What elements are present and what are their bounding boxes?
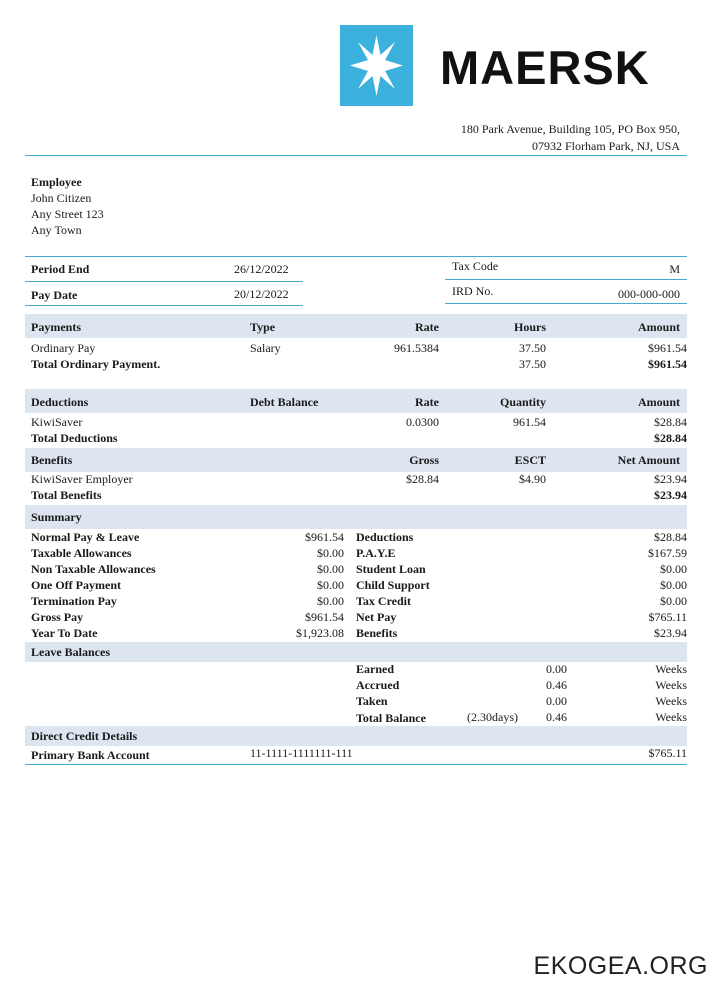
deduction-name: KiwiSaver (31, 415, 83, 429)
benefits-total-amount: $23.94 (654, 488, 687, 502)
summary-header-band (25, 505, 687, 529)
summary-label: Deductions (356, 530, 414, 544)
summary-value: $0.00 (317, 594, 344, 608)
benefits-total-label: Total Benefits (31, 488, 102, 502)
deductions-amount-header: Amount (637, 395, 680, 409)
header-divider (25, 155, 687, 156)
tax-code-value: M (669, 262, 680, 276)
deductions-debt-header: Debt Balance (250, 395, 319, 409)
leave-value: 0.00 (546, 662, 567, 676)
leave-unit: Weeks (655, 678, 687, 692)
summary-value: $0.00 (317, 546, 344, 560)
watermark: EKOGEA.ORG (533, 952, 708, 980)
summary-value: $23.94 (654, 626, 687, 640)
leave-value: 0.46 (546, 710, 567, 724)
benefit-esct: $4.90 (519, 472, 546, 486)
ird-bottom-line (445, 303, 687, 304)
ird-label: IRD No. (452, 284, 494, 298)
leave-unit: Weeks (655, 694, 687, 708)
deductions-header-band (25, 389, 687, 413)
leave-header-band (25, 642, 687, 662)
payments-rate-header: Rate (415, 320, 439, 334)
employee-town: Any Town (31, 223, 82, 237)
benefit-gross: $28.84 (406, 472, 439, 486)
deductions-rate-header: Rate (415, 395, 439, 409)
summary-label: Taxable Allowances (31, 546, 132, 560)
benefits-gross-header: Gross (409, 453, 439, 467)
payments-header: Payments (31, 320, 81, 334)
tax-mid-line (445, 279, 687, 280)
payment-hours: 37.50 (519, 341, 546, 355)
benefits-esct-header: ESCT (514, 453, 546, 467)
leave-label: Taken (356, 694, 388, 708)
summary-label: Benefits (356, 626, 398, 640)
direct-credit-header: Direct Credit Details (31, 729, 138, 743)
summary-value: $167.59 (648, 546, 687, 560)
leave-value: 0.46 (546, 678, 567, 692)
period-top-line (25, 256, 687, 257)
payment-name: Ordinary Pay (31, 341, 96, 355)
leave-unit: Weeks (655, 662, 687, 676)
payments-total-amount: $961.54 (648, 357, 687, 371)
summary-header: Summary (31, 510, 82, 524)
summary-label: Termination Pay (31, 594, 117, 608)
company-name: MAERSK (440, 41, 650, 94)
employee-name: John Citizen (31, 191, 92, 205)
bank-account-number: 11-1111-1111111-111 (250, 746, 353, 760)
benefits-header-band (25, 448, 687, 472)
summary-value: $0.00 (660, 578, 687, 592)
summary-value: $0.00 (660, 594, 687, 608)
deductions-header: Deductions (31, 395, 89, 409)
summary-label: Student Loan (356, 562, 426, 576)
leave-label: Accrued (356, 678, 400, 692)
summary-value: $0.00 (317, 578, 344, 592)
address-line-2: 07932 Florham Park, NJ, USA (531, 139, 680, 153)
summary-label: Tax Credit (356, 594, 412, 608)
pay-date-value: 20/12/2022 (234, 287, 289, 301)
summary-label: One Off Payment (31, 578, 121, 592)
summary-label: Year To Date (31, 626, 98, 640)
deduction-amount: $28.84 (654, 415, 687, 429)
period-end-label: Period End (31, 262, 90, 276)
benefits-header: Benefits (31, 453, 73, 467)
benefits-net-header: Net Amount (617, 453, 680, 467)
payments-amount-header: Amount (637, 320, 680, 334)
payment-amount: $961.54 (648, 341, 687, 355)
summary-label: Net Pay (356, 610, 397, 624)
payments-header-band (25, 314, 687, 338)
summary-label: Non Taxable Allowances (31, 562, 156, 576)
ird-value: 000-000-000 (618, 287, 680, 301)
payment-rate: 961.5384 (394, 341, 439, 355)
benefit-net: $23.94 (654, 472, 687, 486)
benefit-name: KiwiSaver Employer (31, 472, 133, 486)
deductions-total-label: Total Deductions (31, 431, 118, 445)
period-end-value: 26/12/2022 (234, 262, 289, 276)
payments-total-hours: 37.50 (519, 357, 546, 371)
leave-header: Leave Balances (31, 645, 110, 659)
pay-date-label: Pay Date (31, 288, 78, 302)
employee-street: Any Street 123 (31, 207, 104, 221)
leave-label: Earned (356, 662, 395, 676)
summary-value: $0.00 (317, 562, 344, 576)
deduction-rate: 0.0300 (406, 415, 439, 429)
employee-block (31, 174, 104, 238)
leave-label: Total Balance (356, 711, 426, 725)
summary-value: $961.54 (305, 530, 344, 544)
summary-value: $0.00 (660, 562, 687, 576)
period-bottom-line (25, 305, 303, 306)
summary-label: Normal Pay & Leave (31, 530, 140, 544)
summary-label: Child Support (356, 578, 430, 592)
summary-value: $1,923.08 (296, 626, 344, 640)
payments-hours-header: Hours (513, 320, 546, 334)
leave-value: 0.00 (546, 694, 567, 708)
company-logo (340, 25, 413, 106)
summary-label: Gross Pay (31, 610, 84, 624)
summary-value: $961.54 (305, 610, 344, 624)
star-icon (340, 25, 413, 106)
payments-type-header: Type (250, 320, 276, 334)
footer-divider (25, 764, 687, 765)
deductions-quantity-header: Quantity (499, 395, 546, 409)
summary-label: P.A.Y.E (356, 546, 396, 560)
payments-total-label: Total Ordinary Payment. (31, 357, 161, 371)
leave-note: (2.30days) (467, 710, 518, 724)
employee-heading: Employee (31, 175, 82, 189)
summary-value: $765.11 (648, 610, 687, 624)
leave-unit: Weeks (655, 710, 687, 724)
address-line-1: 180 Park Avenue, Building 105, PO Box 950, (460, 122, 680, 136)
summary-value: $28.84 (654, 530, 687, 544)
bank-account-label: Primary Bank Account (31, 748, 150, 762)
company-address (461, 121, 680, 155)
tax-code-label: Tax Code (452, 259, 499, 273)
period-mid-line (25, 281, 303, 282)
deductions-total-amount: $28.84 (654, 431, 687, 445)
bank-credit-amount: $765.11 (648, 746, 687, 760)
deduction-quantity: 961.54 (513, 415, 546, 429)
payment-type: Salary (250, 341, 281, 355)
